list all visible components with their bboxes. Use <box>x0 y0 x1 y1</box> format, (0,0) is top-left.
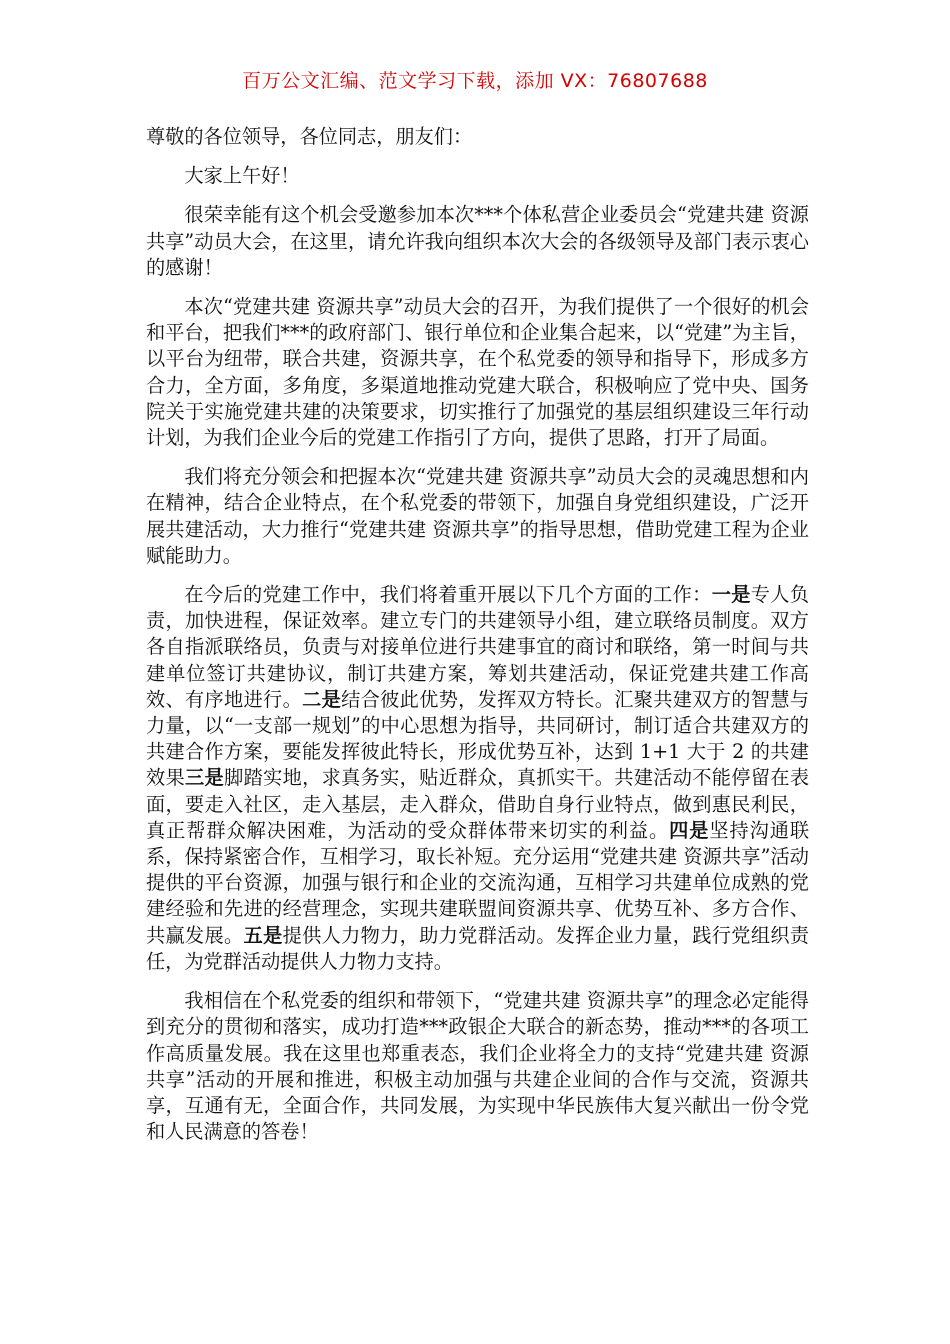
point-fourth: 坚持沟通联系，保持紧密合作，互相学习，取长补短。充分运用“党建共建 资源共享”活动提供的平台资源，加强与银行和企业的交流沟通，互相学习共建单位成熟的党建经验和先进的经营理念，实现共建联盟间资源共享、优势互补、多方合作、共赢发展。 <box>146 818 810 947</box>
paragraph-significance: 本次“党建共建 资源共享”动员大会的召开，为我们提供了一个很好的机会和平台，把我们***的政府部门、银行单位和企业集合起来，以“党建”为主旨，以平台为纽带，联合共建，资源共享，在个私党委的领导和指导下，形成多方合力，全方面，多角度，多渠道地推动党建大联合，积极响应了党中央、国务院关于实施党建共建的决策要求，切实推行了加强党的基层组织建设三年行动计划，为我们企业今后的党建工作指引了方向，提供了思路，打开了局面。 <box>146 295 809 450</box>
keyword-fifth: 五是 <box>243 923 283 947</box>
speech-body <box>146 124 809 1158</box>
point-second: 结合彼此优势，发挥双方特长。汇聚共建双方的智慧与力量，以“一支部一规划”的中心思想为指导，共同研讨，制订适合共建双方的共建合作方案，要能发挥彼此特长，形成优势互补，达到 1+1 大于 2 的共建效果 <box>146 687 810 790</box>
keyword-first: 一是 <box>711 583 751 607</box>
point-first: 专人负责，加快进程，保证效率。建立专门的共建领导小组，建立联络员制度。双方各自指派联络员，负责与对接单位进行共建事宜的商讨和联络，第一时间与共建单位签订共建协议，制订共建方案，筹划共建活动，保证党建共建工作高效、有序地进行。 <box>146 583 810 711</box>
paragraph-commitment: 我们将充分领会和把握本次“党建共建 资源共享”动员大会的灵魂思想和内在精神，结合企业特点，在个私党委的带领下，加强自身党组织建设，广泛开展共建活动，大力推行“党建共建 资源共享”的指导思想，借助党建工程为企业赋能助力。 <box>146 465 809 567</box>
work-plan-intro: 在今后的党建工作中，我们将着重开展以下几个方面的工作： <box>184 583 712 607</box>
greeting: 大家上午好！ <box>184 164 300 188</box>
paragraph-thanks: 很荣幸能有这个机会受邀参加本次***个体私营企业委员会“党建共建 资源共享”动员大会，在这里，请允许我向组织本次大会的各级领导及部门表示衷心的感谢！ <box>146 203 809 279</box>
keyword-fourth: 四是 <box>669 818 710 842</box>
point-fifth: 提供人力物力，助力党群活动。发挥企业力量，践行党组织责任，为党群活动提供人力物力支持。 <box>146 923 810 973</box>
point-third: 脚踏实地，求真务实，贴近群众，真抓实干。共建活动不能停留在表面，要走入社区，走入基层，走入群众，借助自身行业特点，做到惠民利民，真正帮群众解决困难，为活动的受众群体带来切实的利益。 <box>146 766 810 842</box>
keyword-second: 二是 <box>302 687 342 711</box>
header-banner: 百万公文汇编、范文学习下载，添加 VX：76807688 <box>242 70 708 92</box>
paragraph-work-plan <box>146 582 809 975</box>
salutation: 尊敬的各位领导，各位同志，朋友们： <box>146 125 473 148</box>
keyword-third: 三是 <box>185 766 225 790</box>
paragraph-closing: 我相信在个私党委的组织和带领下，“党建共建 资源共享”的理念必定能得到充分的贯彻和落实，成功打造***政银企大联合的新态势，推动***的各项工作高质量发展。我在这里也郑重表态，我们企业将全力的支持“党建共建 资源共享”活动的开展和推进，积极主动加强与共建企业间的合作与交流，资源共享，互通有无，全面合作，共同发展，为实现中华民族伟大复兴献出一份令党和人民满意的答卷！ <box>146 989 809 1144</box>
